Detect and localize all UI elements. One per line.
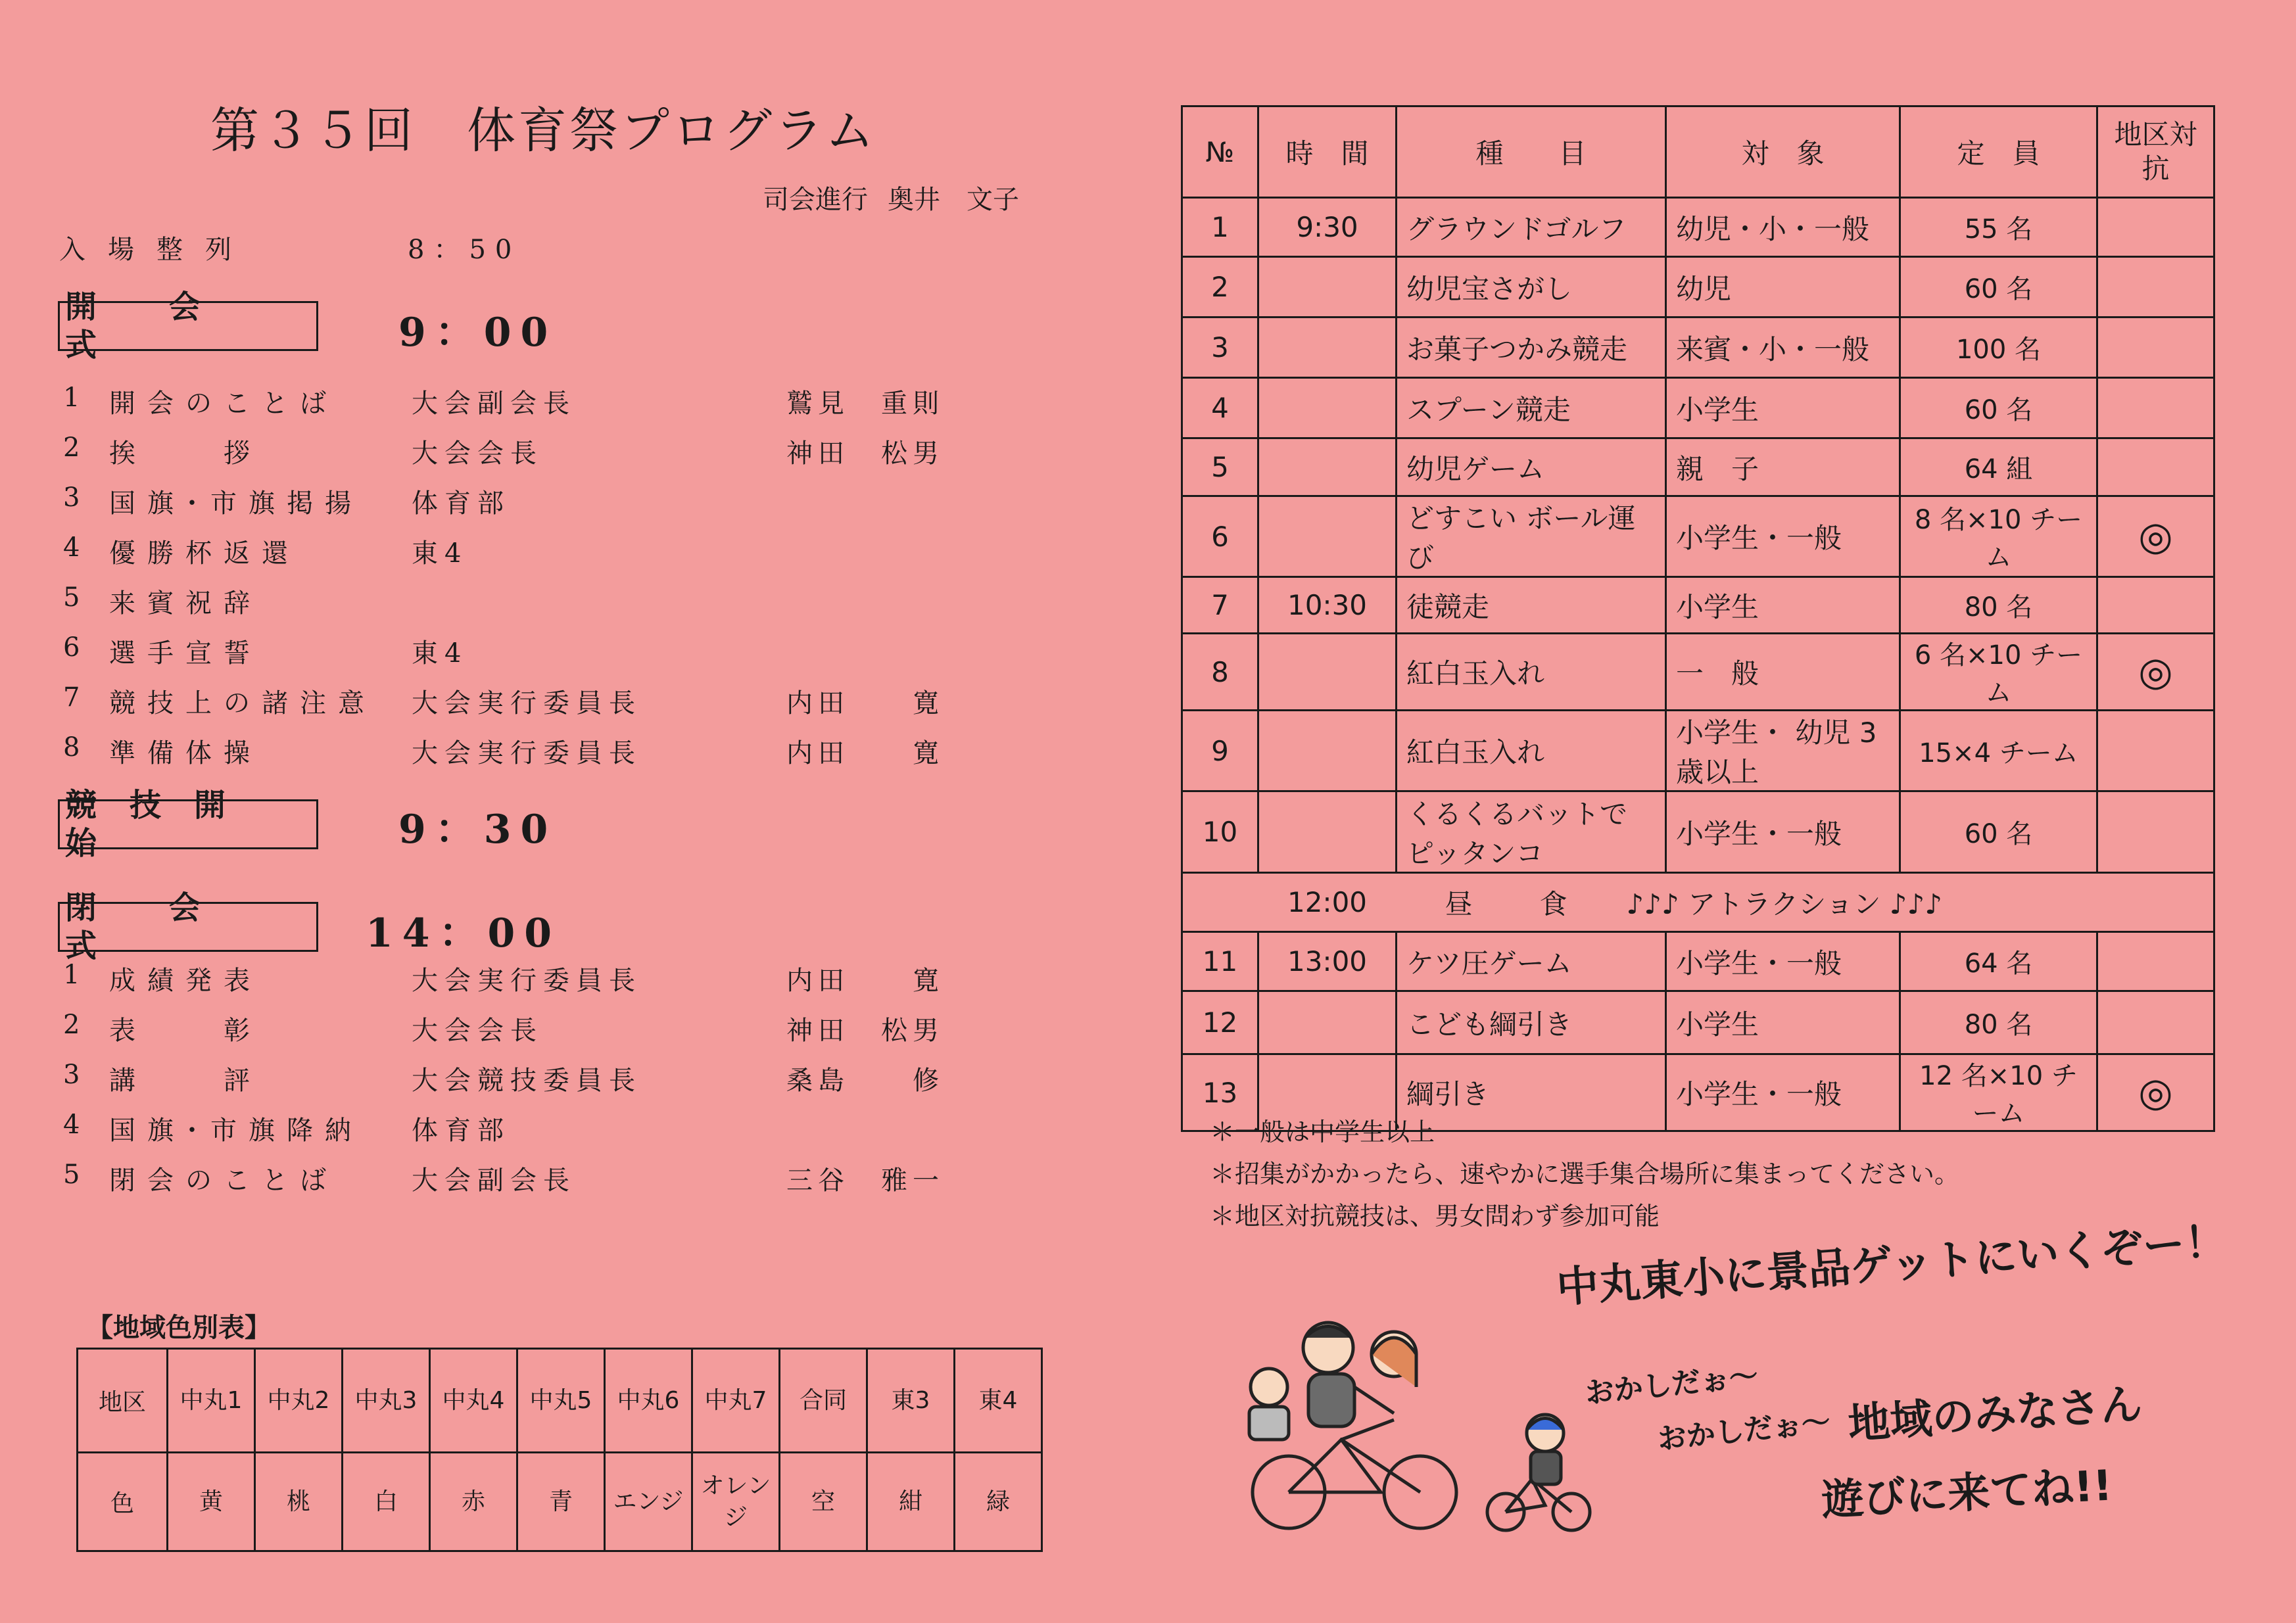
- item-role: 東4: [412, 538, 468, 569]
- program-time: [1258, 791, 1397, 873]
- program-cap: 60 名: [1900, 378, 2097, 438]
- program-time: 13:00: [1258, 932, 1397, 991]
- program-row: [1182, 634, 2214, 711]
- notes: [1210, 1111, 1959, 1237]
- program-no: 10: [1182, 791, 1258, 873]
- program-row: [1182, 496, 2214, 577]
- district-cell: 東3: [867, 1349, 955, 1453]
- program-vs: ◎: [2097, 496, 2214, 577]
- opening-heading: [58, 289, 318, 364]
- district-cell: 中丸6: [605, 1349, 692, 1453]
- program-time: [1258, 711, 1397, 791]
- program-target: 幼児: [1666, 257, 1900, 318]
- program-no: 13: [1182, 1054, 1258, 1131]
- item-person: 鷲見 重則: [786, 388, 944, 419]
- program-time: [1258, 257, 1397, 318]
- program-target: 来賓・小・一般: [1666, 318, 1900, 378]
- item-person: 三谷 雅一: [786, 1165, 944, 1196]
- program-row: [1182, 791, 2214, 873]
- item-role: 大会実行委員長: [412, 688, 642, 718]
- promo-line1: おかしだぉ～: [1583, 1359, 1760, 1411]
- program-target: 小学生: [1666, 378, 1900, 438]
- item-person: 内田 寛: [786, 738, 944, 768]
- entry-row: [59, 229, 521, 266]
- program-event: 徒競走: [1397, 577, 1666, 634]
- mc-label: 司会進行: [763, 185, 868, 215]
- item-label: 閉会のことば: [109, 1165, 338, 1196]
- item-label: 挨 拶: [109, 438, 262, 469]
- program-event: お菓子つかみ競走: [1397, 318, 1666, 378]
- note-item: ＊一般は中学生以上: [1210, 1117, 1435, 1146]
- attraction-label: ♪♪♪ アトラクション ♪♪♪: [1626, 887, 1943, 920]
- color-cell: 桃: [255, 1453, 343, 1551]
- program-event: どすこい ボール運び: [1397, 496, 1666, 577]
- program-cap: 64 名: [1900, 932, 2097, 991]
- item-label: 国旗･市旗降納: [109, 1116, 363, 1146]
- program-cap: 80 名: [1900, 577, 2097, 634]
- item-no: 4: [63, 1110, 80, 1140]
- entry-label: 入場整列: [59, 235, 254, 265]
- lunch-label: 昼 食: [1445, 887, 1587, 920]
- program-target: 小学生: [1666, 577, 1900, 634]
- program-row: [1182, 257, 2214, 318]
- program-no: 8: [1182, 634, 1258, 711]
- program-time: [1258, 438, 1397, 496]
- program-target: 小学生・ 幼児 3 歳以上: [1666, 711, 1900, 791]
- program-row: [1182, 198, 2214, 257]
- closing-heading: [58, 889, 318, 964]
- item-label: 優勝杯返還: [109, 538, 300, 569]
- item-role: 体育部: [412, 488, 510, 519]
- program-time: [1258, 378, 1397, 438]
- program-no: 7: [1182, 577, 1258, 634]
- item-role: 大会実行委員長: [412, 738, 642, 768]
- program-vs: [2097, 257, 2214, 318]
- program-row: [1182, 318, 2214, 378]
- item-person: 内田 寛: [786, 966, 944, 996]
- program-cap: 60 名: [1900, 257, 2097, 318]
- entry-time: 8：50: [408, 235, 521, 265]
- program-row: [1182, 577, 2214, 634]
- item-person: 神田 松男: [786, 1016, 944, 1046]
- program-vs: [2097, 378, 2214, 438]
- item-role: 大会会長: [412, 1016, 543, 1046]
- program-cap: 80 名: [1900, 991, 2097, 1054]
- color-cell: オレンジ: [692, 1453, 780, 1551]
- item-role: 大会会長: [412, 438, 543, 469]
- item-label: 表 彰: [109, 1016, 262, 1046]
- closing-label: 閉会式: [65, 889, 274, 964]
- program-target: 小学生・一般: [1666, 932, 1900, 991]
- item-no: 2: [63, 433, 80, 463]
- district-cell: 中丸7: [692, 1349, 780, 1453]
- program-event: こども綱引き: [1397, 991, 1666, 1054]
- program-target: 親 子: [1666, 438, 1900, 496]
- program-vs: [2097, 577, 2214, 634]
- item-role: 大会競技委員長: [412, 1066, 642, 1096]
- program-target: 小学生・一般: [1666, 496, 1900, 577]
- item-label: 国旗･市旗掲揚: [109, 488, 363, 519]
- program-cap: 64 組: [1900, 438, 2097, 496]
- program-vs: [2097, 318, 2214, 378]
- item-role: 大会実行委員長: [412, 966, 642, 996]
- closing-time: 14：00: [366, 910, 561, 956]
- start-label: 競技開始: [65, 787, 259, 862]
- program-vs: [2097, 791, 2214, 873]
- program-row: [1182, 711, 2214, 791]
- family-bicycle-illustration: [1243, 1308, 1611, 1538]
- program-event: グラウンドゴルフ: [1397, 198, 1666, 257]
- item-no: 1: [63, 960, 80, 990]
- program-time: 9:30: [1258, 198, 1397, 257]
- program-event: 綱引き: [1397, 1054, 1666, 1131]
- program-row: [1182, 932, 2214, 991]
- header-event: 種 目: [1397, 106, 1666, 198]
- item-role: 大会副会長: [412, 388, 576, 419]
- lunch-row: [1182, 873, 2214, 932]
- district-cell: 合同: [780, 1349, 867, 1453]
- program-no: 1: [1182, 198, 1258, 257]
- row-label: 地区: [78, 1349, 168, 1453]
- color-cell: 紺: [867, 1453, 955, 1551]
- start-heading: [58, 787, 318, 862]
- promo-headline: 中丸東小に景品ゲットにいくぞー！: [1555, 1217, 2229, 1313]
- note-item: ＊招集がかかったら、速やかに選手集合場所に集まってください。: [1210, 1160, 1960, 1188]
- color-table-color-row: [78, 1453, 1042, 1551]
- district-cell: 中丸3: [343, 1349, 430, 1453]
- program-table: [1181, 105, 2215, 1132]
- program-no: 11: [1182, 932, 1258, 991]
- opening-time: 9：00: [398, 310, 558, 356]
- note-item: ＊地区対抗競技は、男女問わず参加可能: [1210, 1202, 1660, 1231]
- program-time: 10:30: [1258, 577, 1397, 634]
- program-time: [1258, 634, 1397, 711]
- color-cell: 白: [343, 1453, 430, 1551]
- program-no: 5: [1182, 438, 1258, 496]
- item-no: 7: [63, 682, 80, 713]
- item-role: 大会副会長: [412, 1165, 576, 1196]
- district-cell: 中丸5: [517, 1349, 605, 1453]
- program-no: 3: [1182, 318, 1258, 378]
- item-label: 成績発表: [109, 966, 262, 996]
- promo-line2a: おかしだぉ～: [1656, 1405, 1832, 1457]
- district-cell: 東4: [955, 1349, 1042, 1453]
- opening-label: 開会式: [65, 289, 274, 364]
- program-cap: 55 名: [1900, 198, 2097, 257]
- program-vs: [2097, 198, 2214, 257]
- program-cap: 12 名×10 チーム: [1900, 1054, 2097, 1131]
- program-event: スプーン競走: [1397, 378, 1666, 438]
- start-time: 9：30: [398, 807, 558, 853]
- lunch-time: 12:00: [1258, 873, 1397, 932]
- item-no: 6: [63, 632, 80, 663]
- item-label: 講 評: [109, 1066, 262, 1096]
- district-cell: 中丸4: [430, 1349, 517, 1453]
- item-label: 選手宣誓: [109, 638, 262, 669]
- item-no: 5: [63, 582, 80, 613]
- program-row: [1182, 378, 2214, 438]
- program-row: [1182, 438, 2214, 496]
- promo-line2b: 地域のみなさん: [1846, 1380, 2144, 1449]
- program-no: 6: [1182, 496, 1258, 577]
- item-no: 5: [63, 1160, 80, 1190]
- program-event: 紅白玉入れ: [1397, 634, 1666, 711]
- color-cell: 空: [780, 1453, 867, 1551]
- program-no: 12: [1182, 991, 1258, 1054]
- item-role: 東4: [412, 638, 468, 669]
- program-time: [1258, 496, 1397, 577]
- item-label: 開会のことば: [109, 388, 338, 419]
- item-no: 1: [63, 383, 80, 413]
- program-cap: 15×4 チーム: [1900, 711, 2097, 791]
- program-time: [1258, 318, 1397, 378]
- color-cell: 青: [517, 1453, 605, 1551]
- program-cap: 60 名: [1900, 791, 2097, 873]
- program-row: [1182, 991, 2214, 1054]
- lunch-blank: [1182, 873, 1258, 932]
- color-cell: エンジ: [605, 1453, 692, 1551]
- item-person: 内田 寛: [786, 688, 944, 718]
- program-event: くるくるバットで ピッタンコ: [1397, 791, 1666, 873]
- program-cap: 6 名×10 チーム: [1900, 634, 2097, 711]
- program-target: 小学生・一般: [1666, 1054, 1900, 1131]
- mc-name: 奥井 文子: [888, 185, 1019, 215]
- program-no: 9: [1182, 711, 1258, 791]
- header-target: 対 象: [1666, 106, 1900, 198]
- item-no: 4: [63, 532, 80, 563]
- program-time: [1258, 991, 1397, 1054]
- program-vs: [2097, 932, 2214, 991]
- item-no: 3: [63, 482, 80, 513]
- program-no: 2: [1182, 257, 1258, 318]
- page-title: 第３５回 体育祭プログラム: [210, 103, 877, 159]
- district-cell: 中丸2: [255, 1349, 343, 1453]
- item-label: 競技上の諸注意: [109, 688, 376, 718]
- color-table-title: 【地域色別表】: [87, 1313, 271, 1343]
- item-person: 神田 松男: [786, 438, 944, 469]
- program-cap: 8 名×10 チーム: [1900, 496, 2097, 577]
- program-target: 小学生: [1666, 991, 1900, 1054]
- program-event: 幼児宝さがし: [1397, 257, 1666, 318]
- program-vs: [2097, 438, 2214, 496]
- program-no: 4: [1182, 378, 1258, 438]
- item-no: 3: [63, 1060, 80, 1090]
- header-capacity: 定 員: [1900, 106, 2097, 198]
- program-target: 幼児・小・一般: [1666, 198, 1900, 257]
- color-cell: 緑: [955, 1453, 1042, 1551]
- item-no: 2: [63, 1010, 80, 1040]
- district-cell: 中丸1: [168, 1349, 255, 1453]
- item-role: 体育部: [412, 1116, 510, 1146]
- program-vs: ◎: [2097, 634, 2214, 711]
- item-label: 来賓祝辞: [109, 588, 262, 619]
- color-table: [76, 1348, 1043, 1552]
- program-target: 小学生・一般: [1666, 791, 1900, 873]
- header-time: 時 間: [1258, 106, 1397, 198]
- color-cell: 赤: [430, 1453, 517, 1551]
- program-event: ケツ圧ゲーム: [1397, 932, 1666, 991]
- program-vs: ◎: [2097, 1054, 2214, 1131]
- header-district-match: 地区対抗: [2097, 106, 2214, 198]
- program-event: 紅白玉入れ: [1397, 711, 1666, 791]
- program-vs: [2097, 711, 2214, 791]
- row-label: 色: [78, 1453, 168, 1551]
- promo-line3: 遊びに来てね!!: [1820, 1461, 2114, 1526]
- program-event: 幼児ゲーム: [1397, 438, 1666, 496]
- color-cell: 黄: [168, 1453, 255, 1551]
- item-no: 8: [63, 732, 80, 763]
- item-person: 桑島 修: [786, 1066, 944, 1096]
- program-vs: [2097, 991, 2214, 1054]
- header-no: №: [1182, 106, 1258, 198]
- color-table-district-row: [78, 1349, 1042, 1453]
- program-target: 一 般: [1666, 634, 1900, 711]
- item-label: 準備体操: [109, 738, 262, 768]
- mc-line: [763, 179, 1019, 216]
- program-header-row: [1182, 106, 2214, 198]
- lunch-content: [1397, 873, 2214, 932]
- program-cap: 100 名: [1900, 318, 2097, 378]
